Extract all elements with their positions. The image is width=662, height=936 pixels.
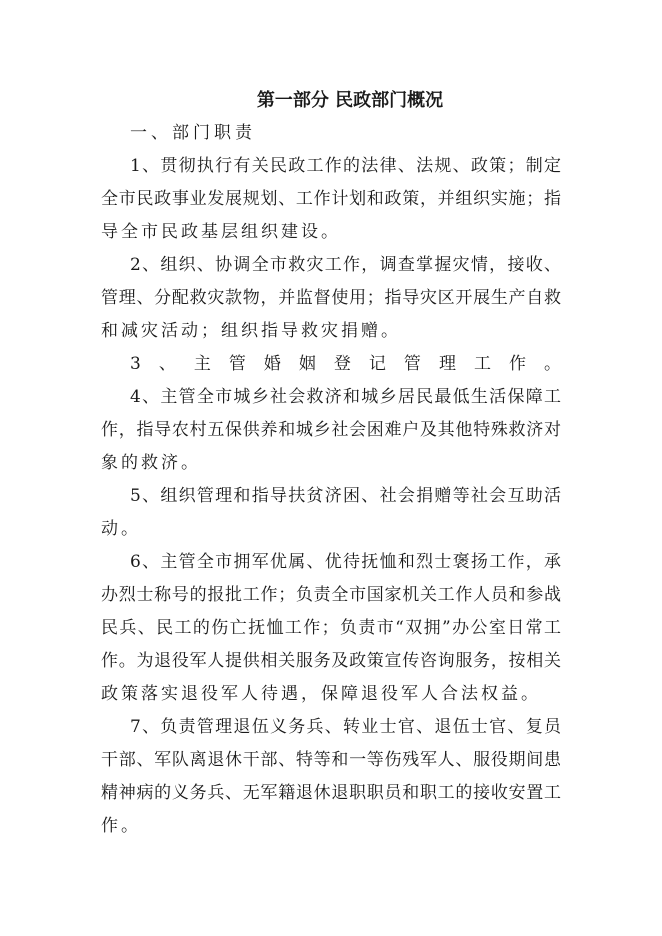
- paragraph-line: 动。: [101, 519, 141, 539]
- paragraph-line: 干部、军队离退休干部、特等和一等伤残军人、服役期间患: [101, 750, 561, 770]
- paragraph-line: 管理、分配救灾款物，并监督使用；指导灾区开展生产自救: [101, 288, 561, 308]
- paragraph-line: 作，指导农村五保供养和城乡社会困难户及其他特殊救济对: [101, 420, 561, 440]
- paragraph-first-line: 7、负责管理退伍义务兵、转业士官、退伍士官、复员: [130, 717, 561, 737]
- paragraph-first-line: 3、主管婚姻登记管理工作。: [130, 354, 561, 374]
- paragraph-first-line: 1、贯彻执行有关民政工作的法律、法规、政策；制定: [130, 156, 561, 176]
- paragraph-first-line: 6、主管全市拥军优属、优待抚恤和烈士褒扬工作，承: [130, 552, 561, 572]
- paragraph-line: 精神病的义务兵、无军籍退休退职职员和职工的接收安置工: [101, 783, 561, 803]
- paragraph-line: 和减灾活动；组织指导救灾捐赠。: [101, 321, 401, 341]
- paragraph-line: 作。为退役军人提供相关服务及政策宣传咨询服务，按相关: [101, 651, 561, 671]
- paragraph-line: 民兵、民工的伤亡抚恤工作；负责市“双拥”办公室日常工: [101, 618, 561, 638]
- section-heading: 一、部门职责: [130, 123, 256, 143]
- paragraph-line: 全市民政事业发展规划、工作计划和政策，并组织实施；指: [101, 189, 561, 209]
- paragraph-first-line: 5、组织管理和指导扶贫济困、社会捐赠等社会互助活: [130, 486, 561, 506]
- paragraph-first-line: 2、组织、协调全市救灾工作，调查掌握灾情，接收、: [130, 255, 561, 275]
- paragraph-line: 政策落实退役军人待遇，保障退役军人合法权益。: [101, 684, 541, 704]
- paragraph-line: 作。: [101, 816, 141, 836]
- paragraph-first-line: 4、主管全市城乡社会救济和城乡居民最低生活保障工: [130, 387, 561, 407]
- paragraph-line: 办烈士称号的报批工作；负责全市国家机关工作人员和参战: [101, 585, 561, 605]
- paragraph-line: 导全市民政基层组织建设。: [101, 222, 341, 242]
- paragraph-line: 象的救济。: [101, 453, 201, 473]
- page-title: 第一部分 民政部门概况: [256, 90, 444, 111]
